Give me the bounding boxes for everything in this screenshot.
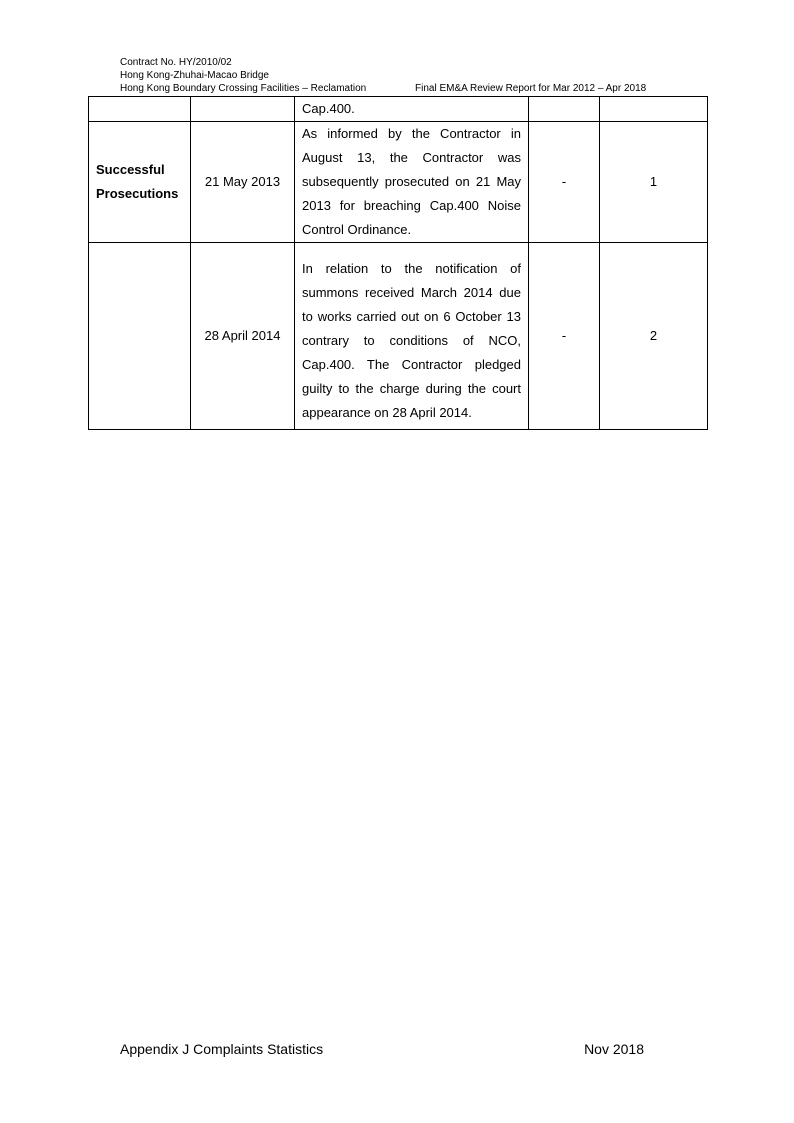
- description-line: In relation to the notification of: [302, 261, 521, 276]
- description-cell: [295, 122, 529, 243]
- date-cell: 28 April 2014: [191, 243, 295, 430]
- category-cell: [89, 122, 191, 243]
- description-line: appearance on 28 April 2014.: [302, 405, 472, 420]
- description-line: guilty to the charge during the court: [302, 381, 521, 396]
- table-row: [89, 243, 708, 430]
- description-line: 2013 for breaching Cap.400 Noise: [302, 198, 521, 213]
- count-b-cell: [600, 97, 708, 122]
- page-footer: [120, 1041, 644, 1057]
- count-a-cell: -: [529, 243, 600, 430]
- description-line: Control Ordinance.: [302, 222, 412, 237]
- category-cell: [89, 243, 191, 430]
- project-name: Hong Kong-Zhuhai-Macao Bridge: [120, 70, 269, 81]
- description-line: As informed by the Contractor in: [302, 126, 521, 141]
- report-title: Final EM&A Review Report for Mar 2012 – Apr 2018: [415, 83, 647, 94]
- description-cell: [295, 97, 529, 122]
- count-a-cell: -: [529, 122, 600, 243]
- category-label: Successful: [96, 162, 165, 177]
- description-line: Cap.400. The Contractor pledged: [302, 357, 521, 372]
- description-cell: [295, 243, 529, 430]
- table-row: [89, 122, 708, 243]
- category-label: Prosecutions: [96, 186, 179, 201]
- description-line: subsequently prosecuted on 21 May: [302, 174, 521, 189]
- table-row-continuation: [89, 97, 708, 122]
- count-b-cell: 1: [600, 122, 708, 243]
- count-a-cell: [529, 97, 600, 122]
- prosecutions-table: [88, 96, 708, 430]
- description-line: contrary to conditions of NCO,: [302, 333, 521, 348]
- description-text: Cap.400.: [302, 101, 355, 116]
- facility-name: Hong Kong Boundary Crossing Facilities – Reclamation: [120, 83, 367, 94]
- footer-section-title: Appendix J Complaints Statistics: [120, 1041, 324, 1057]
- page-header: [120, 56, 680, 97]
- date-cell: 21 May 2013: [191, 122, 295, 243]
- description-line: to works carried out on 6 October 13: [302, 309, 521, 324]
- date-cell: [191, 97, 295, 122]
- contract-number: Contract No. HY/2010/02: [120, 57, 232, 68]
- count-b-cell: 2: [600, 243, 708, 430]
- description-line: summons received March 2014 due: [302, 285, 521, 300]
- description-line: August 13, the Contractor was: [302, 150, 521, 165]
- footer-date: Nov 2018: [584, 1041, 644, 1057]
- category-cell: [89, 97, 191, 122]
- header-rule-row: [120, 82, 680, 97]
